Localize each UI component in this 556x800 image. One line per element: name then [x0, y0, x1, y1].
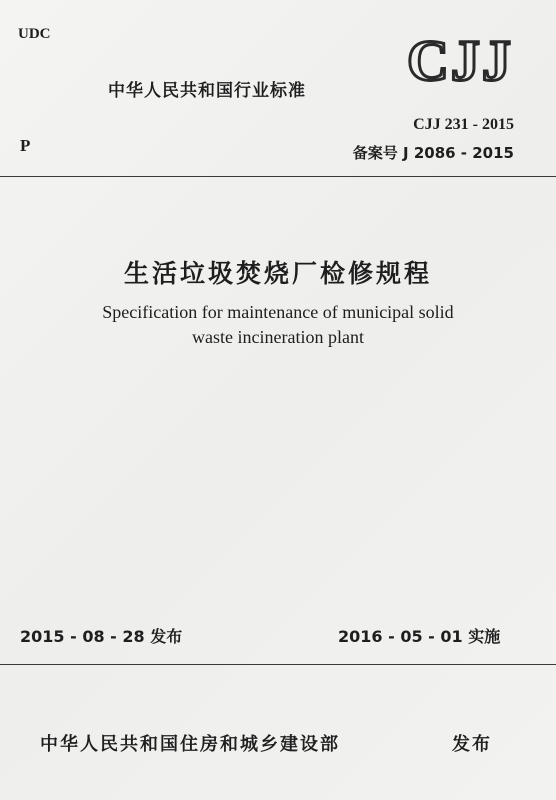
cjj-logo [405, 30, 515, 90]
record-number: 备案号 J 2086 - 2015 [352, 144, 514, 162]
implementation-date: 2016 - 05 - 01 实施 [338, 627, 501, 646]
title-english-line2: waste incineration plant [192, 327, 364, 347]
standard-number: CJJ 231 - 2015 [413, 116, 514, 133]
issue-action: 发布 [452, 734, 492, 755]
classification-code: P [20, 136, 31, 155]
udc-label: UDC [18, 26, 51, 42]
logo-text: CJJ [407, 30, 513, 90]
issue-date: 2015 - 08 - 28 发布 [20, 627, 183, 646]
standard-category: 中华人民共和国行业标准 [108, 81, 306, 101]
title-chinese: 生活垃圾焚烧厂检修规程 [123, 259, 432, 288]
bottom-divider [0, 664, 556, 665]
issuing-department: 中华人民共和国住房和城乡建设部 [40, 734, 340, 755]
top-divider [0, 176, 556, 177]
title-english-line1: Specification for maintenance of municipal solid [102, 302, 454, 322]
